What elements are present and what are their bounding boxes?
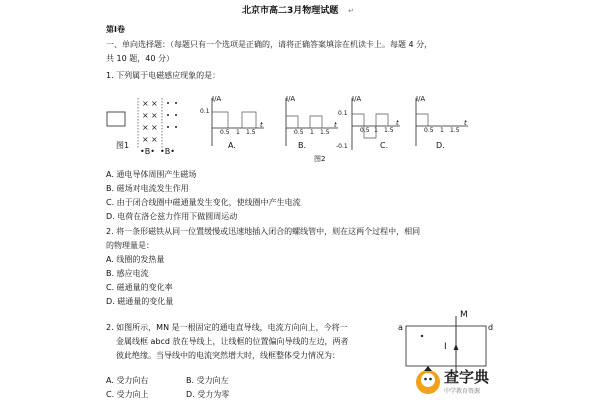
graph-d-tick-3: 1.5: [450, 127, 460, 134]
q2a-option-d: D. 磁通量的变化量: [106, 297, 174, 306]
graph-d-ylabel: I/A: [416, 95, 426, 103]
graph-a-option: A.: [228, 141, 236, 150]
graph-c-tick-bottom: -0.1: [336, 143, 348, 150]
q2b-option-c: C. 受力向上: [106, 390, 149, 399]
svg-text:×: ×: [142, 135, 149, 144]
fig-label-d: d: [488, 323, 494, 332]
graph-b-canvas: [274, 94, 340, 154]
graph-b-current-line: [286, 116, 322, 128]
graph-a-tick-3: 1.5: [246, 129, 256, 136]
q2b-option-d: D. 受力为零: [186, 390, 230, 399]
q2b-option-b: B. 受力向左: [186, 376, 229, 385]
graph-b-option: B.: [298, 141, 307, 150]
svg-text:×: ×: [142, 99, 149, 108]
graph-a-ylabel: I/A: [212, 95, 222, 103]
fig1-B-left-letter: B: [144, 147, 151, 156]
svg-text:×: ×: [142, 111, 149, 120]
watermark-logo: [414, 364, 500, 398]
watermark-sub: 中学教育资源: [444, 388, 481, 395]
graph-c-axis-t: t: [396, 119, 399, 127]
graph-a-axis-t: t: [260, 121, 263, 129]
q2b-option-a: A. 受力向右: [106, 376, 149, 385]
graph-c-tick-1: 0.5: [360, 127, 370, 134]
graph-d-option: D.: [436, 141, 445, 150]
graph-c-tick-2: 1: [374, 127, 378, 134]
graph-option-a: [200, 94, 266, 154]
fig2-label: 图2: [314, 155, 326, 163]
q1-option-a: A. 通电导体周围产生磁场: [106, 170, 197, 179]
graph-a-tick-2: 1: [236, 129, 240, 136]
graph-a-tick-top: 0.1: [200, 108, 210, 115]
q1-option-c: C. 由于闭合线圈中磁通量发生变化，使线圈中产生电流: [106, 198, 301, 207]
frame-corner-dot: [421, 335, 423, 337]
cross-field-marks: [142, 99, 158, 144]
graph-b-axis-t: t: [334, 121, 337, 129]
graph-d-tick-2: 1: [440, 127, 444, 134]
graph-b-tick-3: 1.5: [320, 129, 330, 136]
q2b-stem-line2: 金属线框 abcd 放在导线上，让线框的位置偏向导线的左边，两者: [116, 337, 349, 346]
q2b-stem-line1: 2. 如图所示，MN 是一根固定的通电直导线，电流方向向上，今将一: [106, 323, 348, 332]
q2a-stem-line2: 的物理量是：: [106, 241, 154, 250]
paragraph-mark-icon: ↵: [348, 7, 354, 15]
coil-square: [107, 112, 125, 126]
graph-c-tick-top: 0.1: [338, 110, 348, 117]
svg-text:×: ×: [142, 123, 149, 132]
section-heading: 第Ⅰ卷: [106, 25, 125, 34]
graph-c-ylabel: I/A: [352, 95, 362, 103]
fig-label-M: M: [460, 310, 468, 320]
q2a-stem-line1: 2. 将一条形磁铁从同一位置缓慢或迅速地插入闭合的螺线管中，则在这两个过程中，相同: [106, 227, 421, 236]
graph-c-tick-3: 1.5: [384, 127, 394, 134]
svg-text:×: ×: [151, 123, 158, 132]
instructions-line1: 一、单向选择题：（每题只有一个选项是正确的，请将正确答案填涂在机读卡上。每题 4 分，: [106, 40, 433, 49]
q2a-option-b: B. 感应电流: [106, 269, 149, 278]
graph-a-tick-1: 0.5: [220, 129, 230, 136]
graph-c-option: C.: [380, 141, 389, 150]
graph-d-tick-1: 0.5: [424, 127, 434, 134]
fig1-B-left: •B•: [140, 147, 155, 156]
q2b-stem-line3: 彼此绝缘。当导线中的电流突然增大时，线框整体受力情况为：: [116, 351, 340, 360]
graph-option-d: [404, 94, 470, 154]
fig1-B-right: •B•: [160, 147, 175, 156]
dot-field-marks: [167, 102, 177, 128]
mascot-icon: [414, 365, 442, 397]
fig-label-I: I: [444, 342, 447, 352]
svg-text:×: ×: [151, 99, 158, 108]
watermark-brand: 查字典: [444, 368, 490, 386]
fig-label-a: a: [398, 323, 403, 332]
fig1-label: 图1: [116, 141, 130, 150]
graph-b-tick-1: 0.5: [294, 129, 304, 136]
page-title: 北京市高二3月物理试题: [242, 6, 339, 16]
graph-option-b: [274, 94, 340, 154]
graph-b-ylabel: I/A: [286, 95, 296, 103]
graph-d-axis-t: t: [464, 119, 467, 127]
graph-b-tick-2: 1: [310, 129, 314, 136]
q1-stem: 1. 下列属于电磁感应现象的是：: [106, 71, 221, 80]
q1-option-b: B. 磁场对电流发生作用: [106, 184, 189, 193]
current-arrow-up-icon: [454, 344, 459, 350]
q2a-option-c: C. 磁通量的变化率: [106, 283, 173, 292]
graph-option-c: [336, 94, 402, 154]
svg-text:×: ×: [151, 111, 158, 120]
graph-a-current-line: [212, 112, 256, 128]
q2a-option-a: A. 线圈的发热量: [106, 255, 165, 264]
instructions-line2: 共 10 题，40 分）: [106, 54, 174, 63]
q1-option-d: D. 电荷在洛仑兹力作用下做圆周运动: [106, 212, 238, 221]
svg-text:×: ×: [151, 135, 158, 144]
fig1-B-right-letter: B: [164, 147, 171, 156]
